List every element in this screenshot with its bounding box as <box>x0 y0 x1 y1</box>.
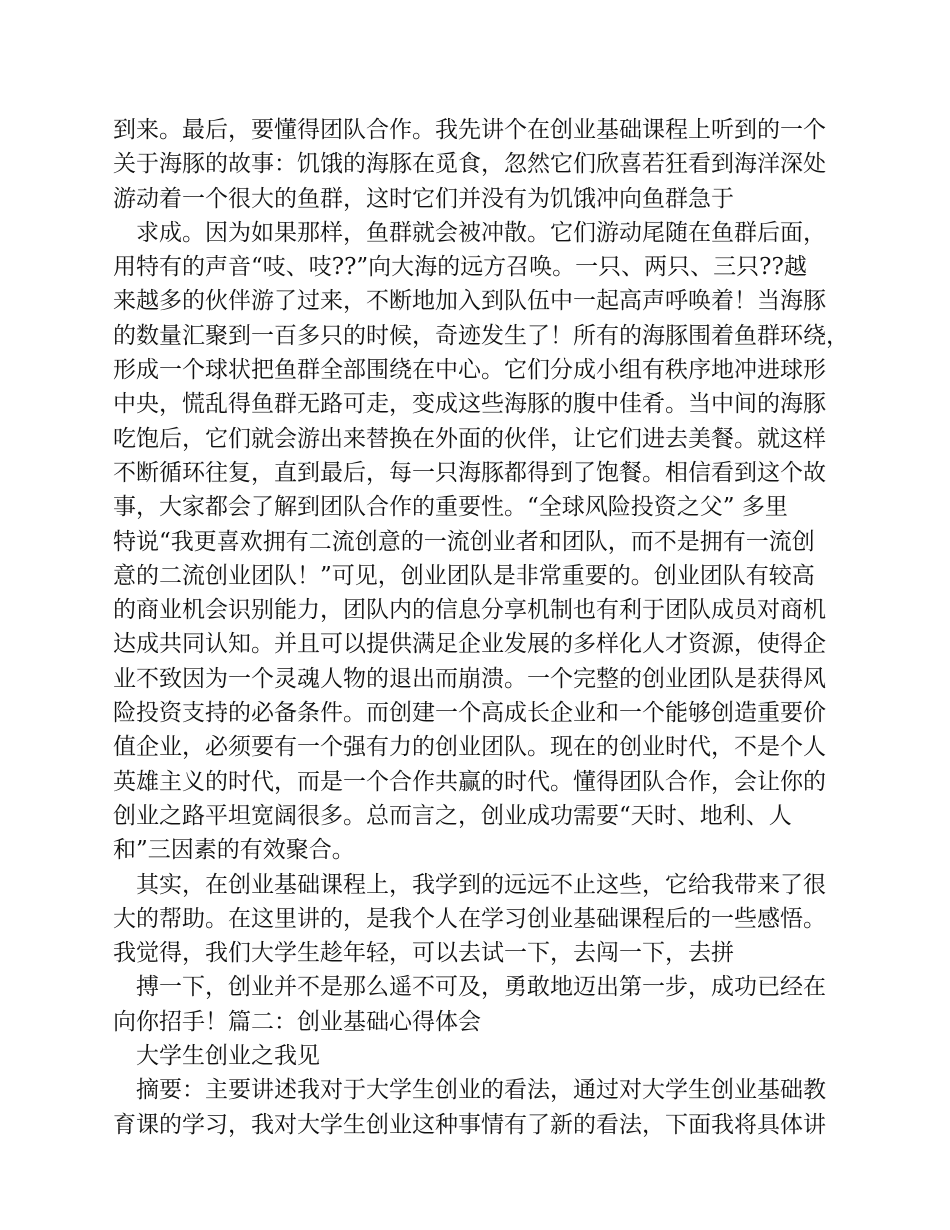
text-line: 的数量汇聚到一百多只的时候，奇迹发生了！所有的海豚围着鱼群环绕， <box>113 322 849 349</box>
text-line: 值企业，必须要有一个强有力的创业团队。现在的创业时代，不是个人 <box>113 734 826 761</box>
text-line: 英雄主义的时代，而是一个合作共赢的时代。懂得团队合作，会让你的 <box>113 768 826 795</box>
text-line: 摘要：主要讲述我对于大学生创业的看法，通过对大学生创业基础教 <box>136 1077 826 1104</box>
text-line: 求成。因为如果那样，鱼群就会被冲散。它们游动尾随在鱼群后面， <box>136 219 826 246</box>
text-line: 向你招手！篇二：创业基础心得体会 <box>113 1008 481 1035</box>
text-line: 关于海豚的故事：饥饿的海豚在觅食，忽然它们欣喜若狂看到海洋深处 <box>113 151 826 178</box>
text-line: 事，大家都会了解到团队合作的重要性。“全球风险投资之父” 多里 <box>113 494 788 521</box>
text-line: 和”三因素的有效聚合。 <box>113 837 355 864</box>
text-line: 特说“我更喜欢拥有二流创意的一流创业者和团队，而不是拥有一流创 <box>113 528 815 555</box>
text-line: 来越多的伙伴游了过来，不断地加入到队伍中一起高声呼唤着！当海豚 <box>113 288 826 315</box>
text-line: 创业之路平坦宽阔很多。总而言之，创业成功需要“天时、地利、人 <box>113 802 792 829</box>
text-line: 育课的学习，我对大学生创业这种事情有了新的看法，下面我将具体讲 <box>113 1111 826 1138</box>
text-line: 大的帮助。在这里讲的，是我个人在学习创业基础课程后的一些感悟。 <box>113 905 826 932</box>
text-line: 我觉得，我们大学生趁年轻，可以去试一下，去闯一下，去拼 <box>113 940 734 967</box>
text-line: 到来。最后，要懂得团队合作。我先讲个在创业基础课程上听到的一个 <box>113 117 826 143</box>
text-line: 大学生创业之我见 <box>136 1043 320 1070</box>
text-line: 其实，在创业基础课程上，我学到的远远不止这些，它给我带来了很 <box>136 871 826 898</box>
text-line: 不断循环往复，直到最后，每一只海豚都得到了饱餐。相信看到这个故 <box>113 459 826 486</box>
text-line: 业不致因为一个灵魂人物的退出而崩溃。一个完整的创业团队是获得风 <box>113 665 826 692</box>
text-line: 的商业机会识别能力，团队内的信息分享机制也有利于团队成员对商机 <box>113 597 826 624</box>
text-line: 意的二流创业团队！”可见，创业团队是非常重要的。创业团队有较高 <box>113 562 815 589</box>
text-line: 达成共同认知。并且可以提供满足企业发展的多样化人才资源，使得企 <box>113 631 826 658</box>
body-text <box>113 113 849 1142</box>
text-line: 吃饱后，它们就会游出来替换在外面的伙伴，让它们进去美餐。就这样 <box>113 425 826 452</box>
text-line: 形成一个球状把鱼群全部围绕在中心。它们分成小组有秩序地冲进球形 <box>113 357 826 384</box>
text-line: 中央，慌乱得鱼群无路可走，变成这些海豚的腹中佳肴。当中间的海豚 <box>113 391 826 418</box>
text-line: 游动着一个很大的鱼群，这时它们并没有为饥饿冲向鱼群急于 <box>113 185 734 212</box>
text-line: 险投资支持的必备条件。而创建一个高成长企业和一个能够创造重要价 <box>113 700 826 727</box>
text-line: 搏一下，创业并不是那么遥不可及，勇敢地迈出第一步，成功已经在 <box>136 974 826 1001</box>
text-line: 用特有的声音“吱、吱??”向大海的远方召唤。一只、两只、三只??越 <box>113 254 807 281</box>
